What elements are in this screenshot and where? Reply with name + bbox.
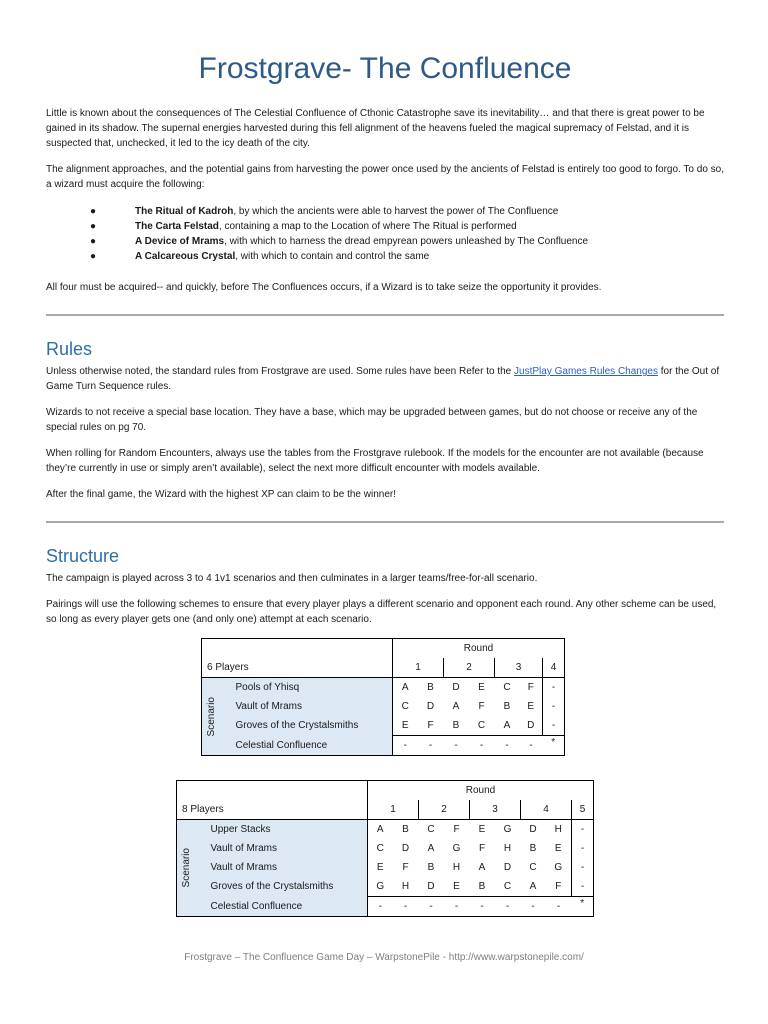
- list-item: ● The Ritual of Kadroh, by which the ancients were able to harvest the power of The Confluence: [90, 206, 559, 217]
- intro-paragraph-2: The alignment approaches, and the potential gains from harvesting the power once used by the ancients of Felstad is entirely too good to forgo. To do so, a wizard must acquire the following:: [46, 164, 725, 190]
- pairing-cell: -: [572, 877, 594, 897]
- pairing-cell: B: [503, 701, 511, 712]
- round-number: 3: [470, 800, 521, 820]
- pairing-cell: -: [470, 897, 495, 917]
- round-header: Round: [368, 781, 594, 801]
- pairing-cell: C: [427, 824, 435, 835]
- players-label: 6 Players: [202, 658, 393, 678]
- pairing-cell: G: [503, 824, 512, 835]
- pairing-cell: -: [368, 897, 393, 917]
- scenario-name: Vault of Mrams: [203, 858, 368, 877]
- pairing-cell: E: [478, 824, 486, 835]
- pairing-cell: -: [444, 736, 469, 756]
- pairing-cell: -: [469, 736, 495, 756]
- table-row: [202, 716, 565, 736]
- round-number: 2: [419, 800, 470, 820]
- scenario-name: Groves of the Crystalsmiths: [203, 877, 368, 897]
- scenario-name: Celestial Confluence: [203, 897, 368, 917]
- pairing-cell: B: [529, 843, 537, 854]
- rules-heading: Rules: [46, 339, 93, 359]
- round-number: 1: [368, 800, 419, 820]
- pairing-cell: D: [503, 862, 512, 873]
- round-number: 2: [444, 658, 495, 678]
- pairing-cell: F: [418, 716, 444, 736]
- table-row: [202, 736, 565, 756]
- pairing-cell: G: [368, 877, 393, 897]
- pairing-cell: -: [520, 736, 543, 756]
- pairing-cell: -: [572, 820, 594, 840]
- requirements-list: [90, 204, 690, 264]
- table-row: [177, 858, 594, 877]
- pairing-cell: D: [426, 701, 435, 712]
- pairing-cell: C: [529, 862, 537, 873]
- structure-paragraph-1: The campaign is played across 3 to 4 1v1 scenarios and then culminates in a larger teams/free-for-all scenario.: [46, 573, 538, 584]
- pairing-cell: F: [546, 877, 572, 897]
- pairing-cell: E: [368, 858, 393, 877]
- pairing-cell: D: [520, 716, 543, 736]
- pairing-cell: -: [418, 736, 444, 756]
- table-row: [202, 697, 565, 716]
- pairing-cell: A: [495, 716, 520, 736]
- pairing-cell: C: [469, 716, 495, 736]
- round-number: 4: [543, 658, 565, 678]
- rules-paragraph-1: Unless otherwise noted, the standard rules from Frostgrave are used. Some rules have been Refer to the JustPlay Games Rules Changes for the Out of Game Turn Sequence rules.: [46, 366, 720, 392]
- pairing-cell: H: [554, 824, 562, 835]
- pairing-cell: E: [554, 843, 562, 854]
- pairing-cell: D: [401, 843, 410, 854]
- scenario-label-cell: [202, 678, 228, 756]
- pairing-cell: -: [543, 716, 565, 736]
- list-item: ● A Calcareous Crystal, with which to contain and control the same: [90, 251, 430, 262]
- pairing-cell: E: [444, 877, 470, 897]
- section-divider: [46, 314, 724, 316]
- pairing-cell: -: [495, 736, 520, 756]
- pairing-cell: A: [393, 678, 418, 698]
- pairing-cell: -: [572, 839, 594, 858]
- pairing-cell: D: [419, 877, 444, 897]
- bullet-icon: ●: [90, 221, 97, 232]
- pairing-cell: A: [452, 701, 460, 712]
- pairing-cell: *: [572, 897, 594, 917]
- intro-paragraph-3: All four must be acquired-- and quickly, before The Confluences occurs, if a Wizard is to take seize the opportunity it provides.: [46, 282, 602, 293]
- pairing-cell: -: [495, 897, 521, 917]
- structure-heading: Structure: [46, 546, 120, 566]
- scenario-label: Scenario: [181, 848, 192, 888]
- structure-paragraph-2: Pairings will use the following schemes to ensure that every player plays a different scenario and opponent each round. Any other scheme can be used, so long as every player gets one (and only one) attempt at each scenario.: [46, 599, 717, 625]
- scenario-name: Vault of Mrams: [228, 697, 393, 716]
- pairing-cell: D: [452, 682, 460, 693]
- scenario-name: Vault of Mrams: [203, 839, 368, 858]
- rules-paragraph-3: When rolling for Random Encounters, always use the tables from the Frostgrave rulebook. If the models for the encounter are not available (because they’re currently in use or simply aren’t available), select the next more difficult encounter with models available.: [46, 448, 704, 474]
- pairing-cell: F: [478, 843, 486, 854]
- pairing-cell: E: [393, 716, 418, 736]
- round-number: 3: [495, 658, 543, 678]
- pairing-cell: B: [470, 877, 495, 897]
- pairing-cell: B: [402, 824, 409, 835]
- players-label: 8 Players: [177, 800, 368, 820]
- pairing-cell: F: [453, 824, 460, 835]
- pairings-table-6-players: [201, 638, 565, 756]
- pairing-cell: B: [444, 716, 469, 736]
- pairing-cell: D: [529, 824, 537, 835]
- pairing-cell: F: [402, 862, 409, 873]
- table-row: [177, 839, 594, 858]
- pairing-cell: E: [478, 682, 485, 693]
- round-number: 5: [572, 800, 594, 820]
- pairing-cell: A: [427, 843, 435, 854]
- page-title: Frostgrave- The Confluence: [198, 52, 572, 85]
- pairings-table-8-players: [176, 780, 594, 917]
- scenario-name: Groves of the Crystalsmiths: [228, 716, 393, 736]
- pairing-cell: C: [368, 839, 393, 858]
- bullet-icon: ●: [90, 206, 97, 217]
- list-item: ● The Carta Felstad, containing a map to the Location of where The Ritual is performed: [90, 221, 517, 232]
- bullet-icon: ●: [90, 236, 97, 247]
- pairing-cell: -: [393, 736, 418, 756]
- pairing-cell: C: [393, 697, 418, 716]
- rules-paragraph-2: Wizards to not receive a special base location. They have a base, which may be upgraded between games, but do not choose or receive any of the special rules on pg 70.: [46, 407, 698, 433]
- page-footer: Frostgrave – The Confluence Game Day – WarpstonePile - http://www.warpstonepile.com/: [184, 952, 584, 963]
- pairing-cell: A: [521, 877, 546, 897]
- pairing-cell: H: [393, 877, 419, 897]
- rules-paragraph-4: After the final game, the Wizard with the highest XP can claim to be the winner!: [46, 489, 396, 500]
- round-number: 1: [393, 658, 444, 678]
- pairing-cell: -: [546, 897, 572, 917]
- scenario-label-cell: [177, 820, 203, 917]
- intro-paragraph-1: Little is known about the consequences of The Celestial Confluence of Cthonic Catastrophe save its inevitability… and that there is great power to be gained in its shadow. The supernal energies harvested during this fell alignment of the heavens fueled the magical supremacy of Felstad, and it is suspected that, unchecked, it led to the icy death of the city.: [46, 108, 705, 149]
- pairing-cell: -: [521, 897, 546, 917]
- pairing-cell: C: [503, 682, 511, 693]
- table-row: [177, 877, 594, 897]
- pairing-cell: -: [543, 678, 565, 698]
- pairing-cell: -: [419, 897, 444, 917]
- pairing-cell: B: [427, 862, 435, 873]
- pairing-cell: E: [527, 701, 535, 712]
- table-row: [202, 678, 565, 698]
- pairing-cell: -: [444, 897, 470, 917]
- scenario-name: Pools of Yhisq: [228, 678, 393, 698]
- pairing-cell: F: [478, 701, 485, 712]
- scenario-label: Scenario: [206, 696, 217, 737]
- pairing-cell: -: [572, 858, 594, 877]
- pairing-cell: G: [554, 862, 563, 873]
- round-number: 4: [521, 800, 572, 820]
- pairing-cell: A: [478, 862, 486, 873]
- round-header: Round: [393, 639, 565, 659]
- table-row: [177, 897, 594, 917]
- section-divider: [46, 521, 724, 523]
- pairing-cell: C: [495, 877, 521, 897]
- pairing-cell: G: [452, 843, 461, 854]
- pairing-cell: *: [543, 736, 565, 756]
- rules-changes-link[interactable]: JustPlay Games Rules Changes: [514, 366, 658, 377]
- list-item: ● A Device of Mrams, with which to harness the dread empyrean powers unleashed by The Confluence: [90, 236, 589, 247]
- pairing-cell: H: [452, 862, 461, 873]
- pairing-cell: -: [543, 697, 565, 716]
- bullet-icon: ●: [90, 251, 97, 262]
- pairing-cell: F: [527, 682, 534, 693]
- pairing-cell: -: [393, 897, 419, 917]
- pairing-cell: H: [503, 843, 512, 854]
- table-row: [177, 820, 594, 840]
- scenario-name: Celestial Confluence: [228, 736, 393, 756]
- scenario-name: Upper Stacks: [203, 820, 368, 840]
- pairing-cell: A: [368, 820, 393, 840]
- pairing-cell: B: [427, 682, 434, 693]
